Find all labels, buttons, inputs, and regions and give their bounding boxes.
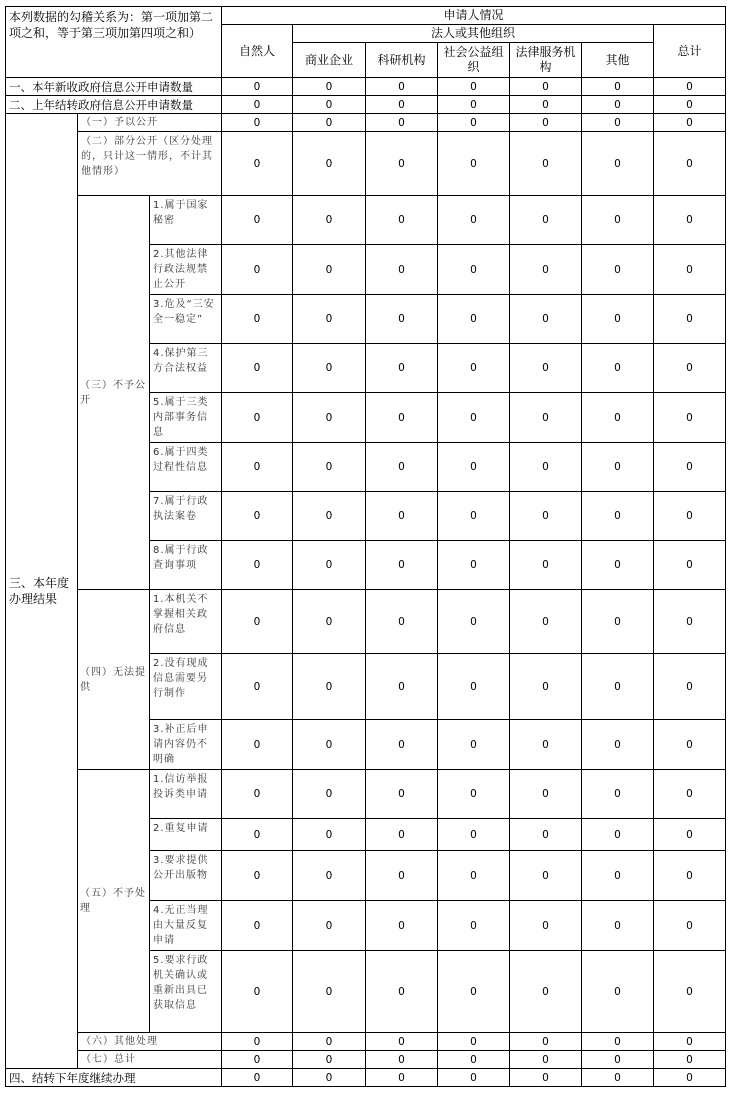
not-disclosed-1-value: 0 [582,196,654,245]
category-label-partial: （二）部分公开（区分处理的，只计这一情形，不计其他情形） [78,132,222,196]
not-processed-3-value: 0 [510,851,582,901]
not-disclosed-6-value: 0 [366,443,438,492]
not-processed-3-value: 0 [366,851,438,901]
table-row [6,1069,726,1087]
disclose-value: 0 [438,114,510,132]
not-disclosed-7-value: 0 [510,492,582,541]
not-disclosed-4-value: 0 [366,344,438,393]
not-disclosed-3-value: 0 [293,295,366,344]
section-label-results: 三、本年度办理结果 [6,114,78,1069]
carry-next-year-value: 0 [222,1069,293,1087]
not-disclosed-8-value: 0 [438,541,510,590]
row-label-carry-next-year: 四、结转下年度继续办理 [6,1069,222,1087]
not-disclosed-4-value: 0 [510,344,582,393]
not-disclosed-4-value: 0 [654,344,726,393]
not-disclosed-2-value: 0 [222,245,293,295]
unable-3-value: 0 [582,720,654,770]
not-disclosed-3-value: 0 [654,295,726,344]
not-processed-4-value: 0 [438,901,510,951]
not-processed-2-value: 0 [654,819,726,851]
not-processed-1-value: 0 [510,770,582,819]
unable-2-value: 0 [510,654,582,720]
other-handling-value: 0 [582,1033,654,1051]
not-processed-4-value: 0 [293,901,366,951]
not-processed-1-value: 0 [293,770,366,819]
unable-2-value: 0 [582,654,654,720]
partial-value: 0 [438,132,510,196]
carry-next-year-value: 0 [438,1069,510,1087]
not-processed-2-value: 0 [582,819,654,851]
carried-over-value: 0 [293,96,366,114]
row-label-new-requests: 一、本年新收政府信息公开申请数量 [6,78,222,96]
carried-over-value: 0 [438,96,510,114]
unable-2-value: 0 [654,654,726,720]
category-label-subtotal: （七）总计 [78,1051,222,1069]
not-processed-2-value: 0 [438,819,510,851]
not-disclosed-4-value: 0 [222,344,293,393]
disclose-value: 0 [222,114,293,132]
subitem-label: 7.属于行政执法案卷 [150,492,222,541]
disclose-value: 0 [582,114,654,132]
not-disclosed-8-value: 0 [222,541,293,590]
not-processed-4-value: 0 [582,901,654,951]
subitem-label: 2.其他法律行政法规禁止公开 [150,245,222,295]
subitem-label: 8.属于行政查询事项 [150,541,222,590]
unable-1-value: 0 [293,590,366,654]
not-disclosed-3-value: 0 [582,295,654,344]
not-processed-1-value: 0 [222,770,293,819]
not-disclosed-5-value: 0 [510,393,582,443]
not-disclosed-8-value: 0 [510,541,582,590]
not-processed-5-value: 0 [582,951,654,1033]
table-row [6,78,726,96]
carry-next-year-value: 0 [366,1069,438,1087]
not-disclosed-5-value: 0 [222,393,293,443]
other-handling-value: 0 [293,1033,366,1051]
not-processed-2-value: 0 [510,819,582,851]
not-disclosed-6-value: 0 [510,443,582,492]
new-requests-value: 0 [654,78,726,96]
partial-value: 0 [293,132,366,196]
subtotal-value: 0 [222,1051,293,1069]
disclose-value: 0 [510,114,582,132]
unable-1-value: 0 [510,590,582,654]
table-row [6,1033,726,1051]
unable-3-value: 0 [293,720,366,770]
new-requests-value: 0 [438,78,510,96]
unable-2-value: 0 [366,654,438,720]
not-disclosed-2-value: 0 [438,245,510,295]
category-label-other-handling: （六）其他处理 [78,1033,222,1051]
group-label-unable: （四）无法提供 [78,590,150,770]
not-disclosed-3-value: 0 [222,295,293,344]
not-disclosed-2-value: 0 [654,245,726,295]
col-header-legal-service: 法律服务机构 [510,43,582,78]
other-handling-value: 0 [510,1033,582,1051]
not-disclosed-5-value: 0 [582,393,654,443]
not-disclosed-5-value: 0 [293,393,366,443]
not-disclosed-1-value: 0 [438,196,510,245]
not-disclosed-4-value: 0 [293,344,366,393]
unable-2-value: 0 [293,654,366,720]
not-disclosed-5-value: 0 [366,393,438,443]
not-disclosed-6-value: 0 [654,443,726,492]
carried-over-value: 0 [582,96,654,114]
col-header-research: 科研机构 [366,43,438,78]
not-disclosed-8-value: 0 [366,541,438,590]
disclose-value: 0 [293,114,366,132]
not-processed-4-value: 0 [366,901,438,951]
subitem-label: 1.本机关不掌握相关政府信息 [150,590,222,654]
table-row [6,132,726,196]
table-row [6,770,726,819]
not-disclosed-7-value: 0 [582,492,654,541]
table-row [6,114,726,132]
table-row [6,1051,726,1069]
unable-1-value: 0 [438,590,510,654]
not-processed-5-value: 0 [366,951,438,1033]
not-disclosed-2-value: 0 [582,245,654,295]
partial-value: 0 [582,132,654,196]
not-processed-5-value: 0 [510,951,582,1033]
subtotal-value: 0 [654,1051,726,1069]
new-requests-value: 0 [366,78,438,96]
new-requests-value: 0 [582,78,654,96]
applicant-header: 申请人情况 [222,7,726,25]
not-disclosed-8-value: 0 [654,541,726,590]
subitem-label: 2.没有现成信息需要另行制作 [150,654,222,720]
unable-2-value: 0 [438,654,510,720]
disclose-value: 0 [654,114,726,132]
subtotal-value: 0 [510,1051,582,1069]
not-processed-4-value: 0 [654,901,726,951]
carried-over-value: 0 [510,96,582,114]
not-disclosed-4-value: 0 [582,344,654,393]
partial-value: 0 [366,132,438,196]
carried-over-value: 0 [654,96,726,114]
new-requests-value: 0 [222,78,293,96]
not-disclosed-8-value: 0 [293,541,366,590]
not-processed-5-value: 0 [293,951,366,1033]
subitem-label: 3.补正后申请内容仍不明确 [150,720,222,770]
carry-next-year-value: 0 [582,1069,654,1087]
not-processed-5-value: 0 [438,951,510,1033]
unable-3-value: 0 [366,720,438,770]
legal-group-header: 法人或其他组织 [293,25,654,43]
other-handling-value: 0 [366,1033,438,1051]
subitem-label: 1.信访举报投诉类申请 [150,770,222,819]
not-processed-2-value: 0 [366,819,438,851]
not-disclosed-6-value: 0 [222,443,293,492]
subitem-label: 2.重复申请 [150,819,222,851]
partial-value: 0 [510,132,582,196]
subitem-label: 3.要求提供公开出版物 [150,851,222,901]
not-processed-1-value: 0 [654,770,726,819]
unable-3-value: 0 [222,720,293,770]
table-row [6,196,726,245]
unable-2-value: 0 [222,654,293,720]
not-disclosed-6-value: 0 [438,443,510,492]
carried-over-value: 0 [222,96,293,114]
not-disclosed-6-value: 0 [582,443,654,492]
subitem-label: 6.属于四类过程性信息 [150,443,222,492]
not-disclosed-1-value: 0 [510,196,582,245]
total-header: 总计 [654,25,726,78]
col-header-other: 其他 [582,43,654,78]
not-processed-3-value: 0 [582,851,654,901]
table-row [6,590,726,654]
not-disclosed-7-value: 0 [293,492,366,541]
carry-next-year-value: 0 [510,1069,582,1087]
unable-3-value: 0 [654,720,726,770]
not-processed-1-value: 0 [582,770,654,819]
col-header-public-welfare: 社会公益组织 [438,43,510,78]
unable-1-value: 0 [222,590,293,654]
other-handling-value: 0 [222,1033,293,1051]
other-handling-value: 0 [438,1033,510,1051]
not-disclosed-1-value: 0 [366,196,438,245]
not-processed-1-value: 0 [438,770,510,819]
not-disclosed-1-value: 0 [293,196,366,245]
disclosure-table [5,6,726,1087]
unable-3-value: 0 [438,720,510,770]
not-disclosed-7-value: 0 [438,492,510,541]
not-processed-4-value: 0 [222,901,293,951]
partial-value: 0 [222,132,293,196]
subtotal-value: 0 [366,1051,438,1069]
not-processed-2-value: 0 [222,819,293,851]
not-disclosed-1-value: 0 [654,196,726,245]
not-processed-5-value: 0 [222,951,293,1033]
not-processed-3-value: 0 [222,851,293,901]
subitem-label: 1.属于国家秘密 [150,196,222,245]
natural-person-header: 自然人 [222,25,293,78]
not-disclosed-6-value: 0 [293,443,366,492]
not-processed-5-value: 0 [654,951,726,1033]
not-disclosed-5-value: 0 [654,393,726,443]
subitem-label: 5.属于三类内部事务信息 [150,393,222,443]
not-disclosed-1-value: 0 [222,196,293,245]
not-disclosed-8-value: 0 [582,541,654,590]
subtotal-value: 0 [293,1051,366,1069]
not-disclosed-3-value: 0 [366,295,438,344]
not-disclosed-3-value: 0 [510,295,582,344]
subitem-label: 5.要求行政机关确认或重新出具已获取信息 [150,951,222,1033]
carry-next-year-value: 0 [654,1069,726,1087]
unable-3-value: 0 [510,720,582,770]
not-disclosed-2-value: 0 [510,245,582,295]
col-header-business: 商业企业 [293,43,366,78]
not-disclosed-2-value: 0 [293,245,366,295]
new-requests-value: 0 [293,78,366,96]
not-disclosed-7-value: 0 [654,492,726,541]
row-label-carried-over: 二、上年结转政府信息公开申请数量 [6,96,222,114]
not-processed-3-value: 0 [293,851,366,901]
subitem-label: 3.危及“三安全一稳定” [150,295,222,344]
unable-1-value: 0 [654,590,726,654]
not-disclosed-2-value: 0 [366,245,438,295]
category-label-disclose: （一）予以公开 [78,114,222,132]
subitem-label: 4.无正当理由大量反复申请 [150,901,222,951]
not-disclosed-3-value: 0 [438,295,510,344]
group-label-not-processed: （五）不予处理 [78,770,150,1033]
partial-value: 0 [654,132,726,196]
unable-1-value: 0 [366,590,438,654]
unable-1-value: 0 [582,590,654,654]
group-label-not-disclosed: （三）不予公开 [78,196,150,590]
new-requests-value: 0 [510,78,582,96]
carry-next-year-value: 0 [293,1069,366,1087]
not-processed-3-value: 0 [654,851,726,901]
not-disclosed-5-value: 0 [438,393,510,443]
checksum-note: 本列数据的勾稽关系为：第一项加第二项之和，等于第三项加第四项之和） [6,7,222,78]
other-handling-value: 0 [654,1033,726,1051]
subtotal-value: 0 [582,1051,654,1069]
subitem-label: 4.保护第三方合法权益 [150,344,222,393]
not-processed-2-value: 0 [293,819,366,851]
not-disclosed-7-value: 0 [366,492,438,541]
subtotal-value: 0 [438,1051,510,1069]
not-disclosed-7-value: 0 [222,492,293,541]
disclose-value: 0 [366,114,438,132]
not-disclosed-4-value: 0 [438,344,510,393]
table-row [6,96,726,114]
not-processed-3-value: 0 [438,851,510,901]
carried-over-value: 0 [366,96,438,114]
not-processed-1-value: 0 [366,770,438,819]
not-processed-4-value: 0 [510,901,582,951]
